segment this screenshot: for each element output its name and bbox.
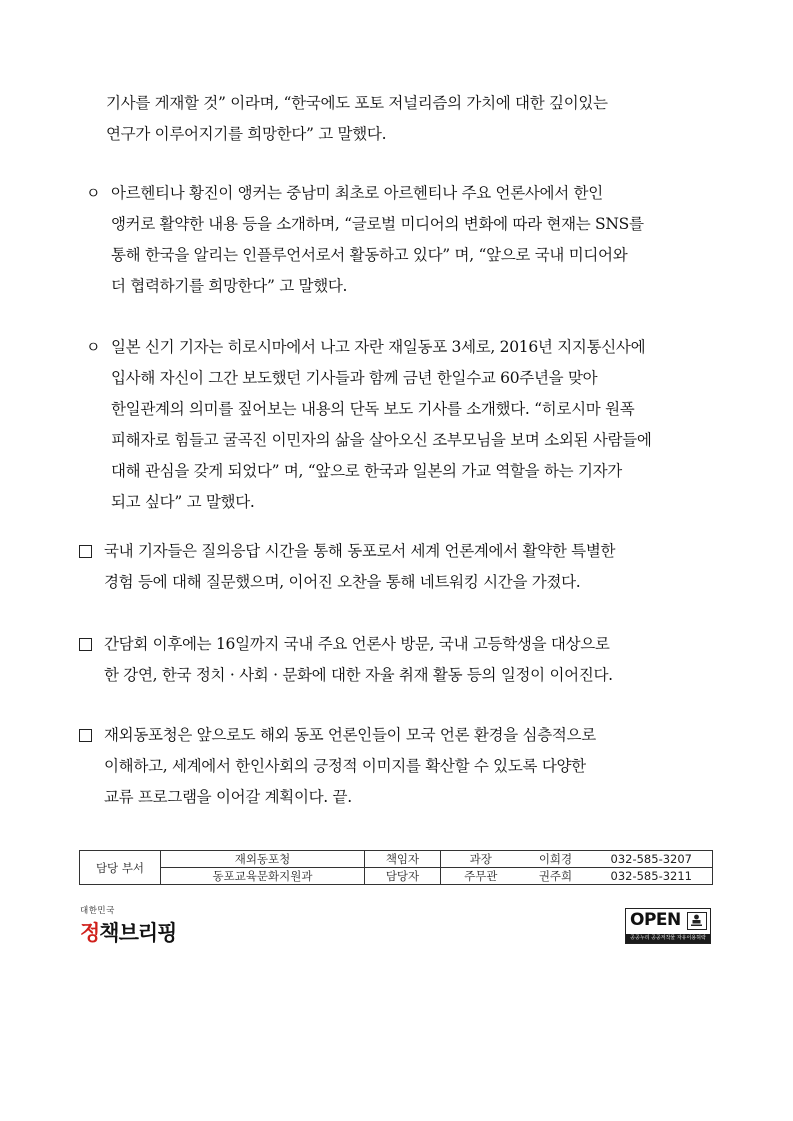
text-line: 이해하고, 세계에서 한인사회의 긍정적 이미지를 확산할 수 있도록 다양한: [104, 757, 586, 775]
contact-table: [79, 850, 713, 885]
open-text: OPEN: [630, 910, 681, 930]
bullet-paragraph: [111, 178, 644, 302]
logo-wordmark: [80, 917, 176, 947]
text-line: 피해자로 힘들고 굴곡진 이민자의 삶을 살아오신 조부모님을 보며 소외된 사람들에: [111, 431, 652, 449]
bullet-marker: ㅇ: [86, 184, 101, 202]
logo-wordmark-accent: 정: [80, 921, 100, 945]
attribution-icon: [687, 912, 707, 930]
text-line: 한 강연, 한국 정치 · 사회 · 문화에 대한 자율 취재 활동 등의 일정이 이어진다.: [104, 666, 613, 684]
table-row: [80, 868, 713, 885]
section-paragraph: [104, 629, 613, 691]
text-line: 통해 한국을 알리는 인플루언서로서 활동하고 있다” 며, “앞으로 국내 미디어와: [111, 246, 628, 264]
checkbox-marker: [79, 638, 92, 651]
phone-cell: 032-585-3207: [591, 851, 713, 868]
text-line: 한일관계의 의미를 짚어보는 내용의 단독 보도 기사를 소개했다. “히로시마 원폭: [111, 400, 635, 418]
text-line: 대해 관심을 갖게 되었다” 며, “앞으로 한국과 일본의 가교 역할을 하는 기자가: [111, 462, 622, 480]
open-license-badge: [625, 908, 711, 944]
text-line: 연구가 이루어지기를 희망한다” 고 말했다.: [106, 125, 387, 143]
license-strip: 공공누리 공공저작물 자유이용허락: [626, 934, 710, 943]
checkbox-marker: [79, 729, 92, 742]
text-line: 국내 기자들은 질의응답 시간을 통해 동포로서 세계 언론계에서 활약한 특별한: [104, 542, 616, 560]
text-line: 교류 프로그램을 이어갈 계획이다. 끝.: [104, 788, 352, 806]
text-line: 기사를 게재할 것” 이라며, “한국에도 포토 저널리즘의 가치에 대한 깊이있는: [106, 94, 608, 112]
title-cell: 과장: [441, 851, 521, 868]
org-name: 재외동포청: [161, 851, 365, 868]
division-name: 동포교육문화지원과: [161, 868, 365, 885]
logo-caption: 대한민국: [80, 906, 115, 916]
text-line: 아르헨티나 황진이 앵커는 중남미 최초로 아르헨티나 주요 언론사에서 한인: [111, 184, 603, 202]
checkbox-marker: [79, 545, 92, 558]
text-line: 입사해 자신이 그간 보도했던 기사들과 함께 금년 한일수교 60주년을 맞아: [111, 369, 598, 387]
text-line: 일본 신기 기자는 히로시마에서 나고 자란 재일동포 3세로, 2016년 지지통신사에: [111, 338, 646, 356]
section-paragraph: [104, 536, 615, 598]
table-row: [80, 851, 713, 868]
text-line: 더 협력하기를 희망한다” 고 말했다.: [111, 277, 348, 295]
role-cell: 담당자: [365, 868, 441, 885]
text-line: 앵커로 활약한 내용 등을 소개하며, “글로벌 미디어의 변화에 따라 현재는 SNS를: [111, 215, 644, 233]
phone-cell: 032-585-3211: [591, 868, 713, 885]
dept-label: 담당 부서: [80, 851, 161, 885]
logo-wordmark-rest: 책브리핑: [99, 921, 177, 945]
section-paragraph: [104, 720, 596, 813]
policy-briefing-logo: [80, 904, 176, 947]
intro-paragraph: [106, 88, 608, 150]
text-line: 되고 싶다” 고 말했다.: [111, 493, 255, 511]
role-cell: 책임자: [365, 851, 441, 868]
bullet-marker: ㅇ: [86, 338, 101, 356]
text-line: 간담회 이후에는 16일까지 국내 주요 언론사 방문, 국내 고등학생을 대상으로: [104, 635, 610, 653]
title-cell: 주무관: [441, 868, 521, 885]
text-line: 경험 등에 대해 질문했으며, 이어진 오찬을 통해 네트워킹 시간을 가졌다.: [104, 573, 581, 591]
text-line: 재외동포청은 앞으로도 해외 동포 언론인들이 모국 언론 환경을 심층적으로: [104, 726, 596, 744]
name-cell: 이희경: [521, 851, 591, 868]
name-cell: 권주희: [521, 868, 591, 885]
bullet-paragraph: [111, 332, 652, 518]
